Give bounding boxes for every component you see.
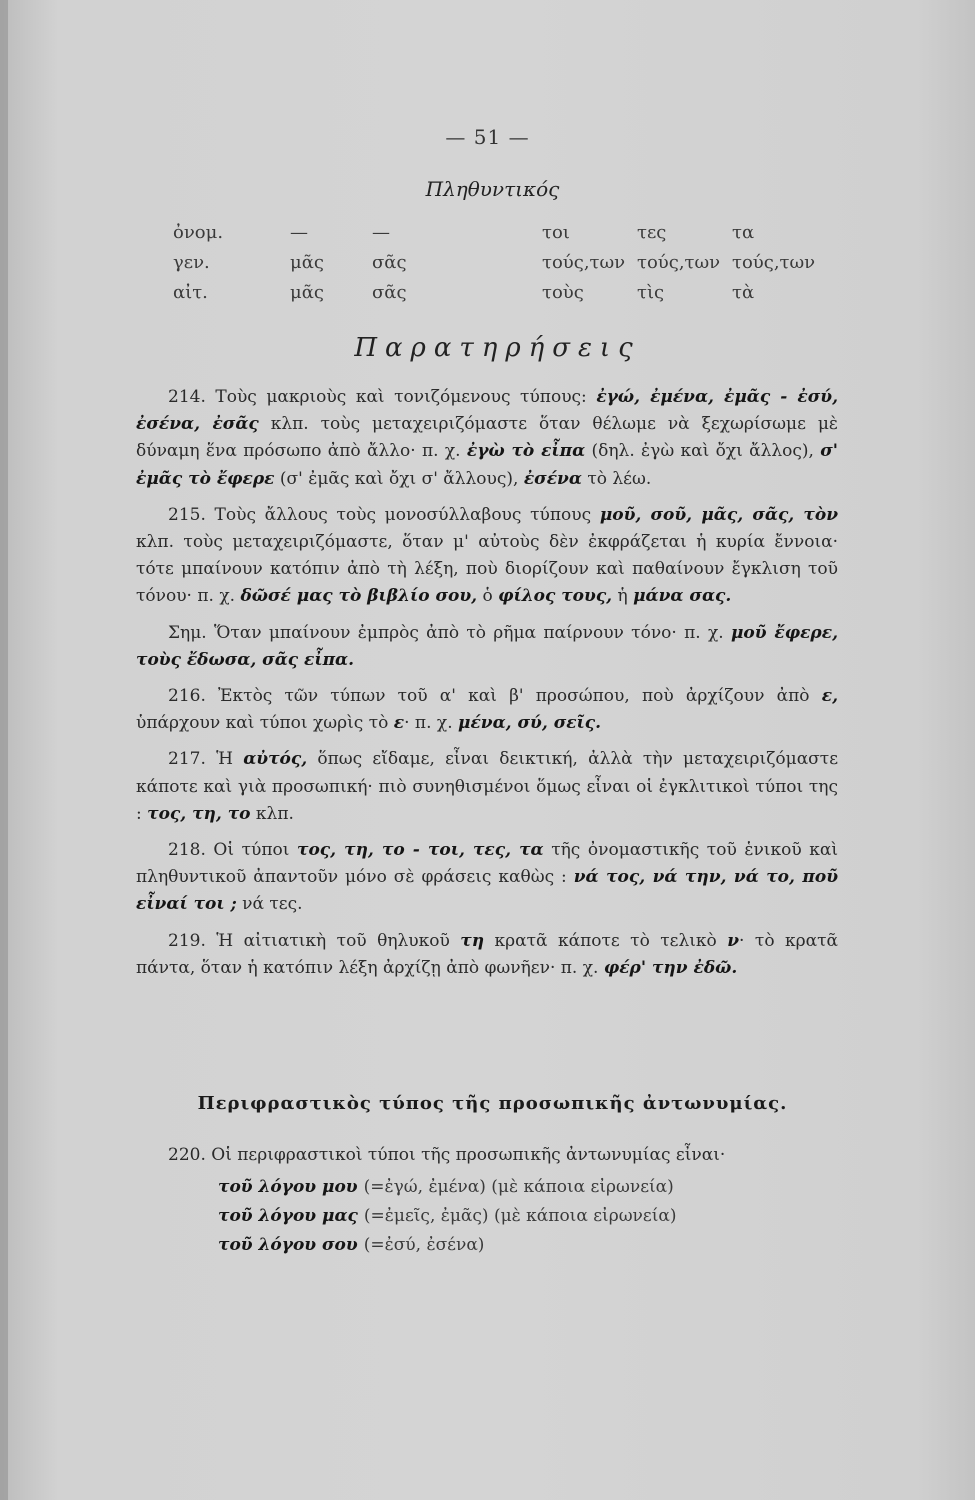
text-run: 215. Τοὺς ἄλλους τοὺς μονοσύλλαβους τύπους bbox=[168, 504, 600, 525]
table-cell: τοι bbox=[542, 222, 570, 243]
example-text: μοῦ ἔφερε, τοὺς ἔδωσα, σᾶς εἶπα. bbox=[136, 622, 838, 670]
example-text: ἐγὼ τὸ εἶπα bbox=[466, 441, 586, 462]
paragraph-215 bbox=[136, 502, 838, 611]
phrase: τοῦ λόγου μου bbox=[218, 1177, 358, 1198]
text-run: τὸ λέω. bbox=[581, 468, 652, 489]
example-text: δῶσέ μας τὸ βιβλίο σου, bbox=[240, 586, 478, 607]
paragraph-note bbox=[136, 620, 838, 674]
list-item bbox=[218, 1231, 838, 1260]
example-text: τη bbox=[460, 930, 485, 951]
table-cell: μᾶς bbox=[290, 252, 324, 273]
text-run: ὑπάρχουν καὶ τύποι χωρὶς τὸ bbox=[136, 713, 394, 734]
paragraph-218 bbox=[136, 837, 838, 919]
gloss: (=ἐγώ, ἐμένα) (μὲ κάποια εἰρωνεία) bbox=[363, 1177, 674, 1198]
table-cell: τὶς bbox=[637, 282, 665, 303]
text-run: ἡ bbox=[612, 586, 634, 607]
text-run: τῆς ὀνομαστικῆς τοῦ ἑνικοῦ καὶ πληθυντικοῦ ἀπαντοῦν μόνο σὲ φράσεις καθὼς : bbox=[136, 840, 839, 888]
example-text: ἐγώ, ἐμένα, ἐμᾶς - ἐσύ, ἐσένα, ἐσᾶς bbox=[136, 387, 839, 435]
example-text: ε, bbox=[821, 686, 838, 707]
paradigm-title: Πληθυντικός bbox=[425, 177, 560, 201]
observations-body bbox=[136, 384, 838, 991]
table-cell: — bbox=[290, 222, 308, 243]
case-label: αἰτ. bbox=[173, 282, 208, 303]
example-text: νά τος, νά την, νά το, ποῦ εἶναί τοι ; bbox=[136, 867, 838, 915]
paragraph-220: 220. Οἱ περιφραστικοὶ τύποι τῆς προσωπικῆς ἀντωνυμίας εἶναι· bbox=[168, 1145, 726, 1165]
subsection-title: Περιφραστικὸς τύπος τῆς προσωπικῆς ἀντωνυμίας. bbox=[197, 1093, 788, 1114]
declension-table bbox=[0, 222, 975, 312]
gloss: (=ἐσύ, ἐσένα) bbox=[363, 1235, 485, 1256]
table-cell: τὰ bbox=[732, 282, 755, 303]
gloss: (=ἐμεῖς, ἐμᾶς) (μὲ κάποια εἰρωνεία) bbox=[363, 1206, 677, 1227]
example-text: φέρ' την ἐδῶ. bbox=[603, 957, 738, 978]
example-text: τος, τη, το bbox=[147, 803, 251, 824]
table-cell: — bbox=[372, 222, 390, 243]
table-cell: τοὺς bbox=[542, 282, 584, 303]
table-row bbox=[0, 252, 975, 282]
example-text: φίλος τους, bbox=[498, 586, 613, 607]
text-run: 214. Τοὺς μακριοὺς καὶ τονιζόμενους τύπους: bbox=[168, 387, 597, 407]
text-run: 216. Ἐκτὸς τῶν τύπων τοῦ α' καὶ β' προσώπου, ποὺ ἀρχίζουν ἀπὸ bbox=[168, 686, 822, 707]
table-cell: μᾶς bbox=[290, 282, 324, 303]
example-text: μοῦ, σοῦ, μᾶς, σᾶς, τὸν bbox=[599, 504, 838, 525]
paragraph-217 bbox=[136, 746, 838, 828]
table-cell: τούς,των bbox=[732, 252, 816, 273]
text-run: νά τες. bbox=[236, 894, 303, 915]
example-text: ἐσένα bbox=[523, 468, 582, 489]
paragraph-216 bbox=[136, 683, 838, 737]
example-text: σ' ἐμᾶς τὸ ἔφερε bbox=[136, 441, 838, 489]
text-run: 217. Ἡ bbox=[168, 749, 244, 770]
case-label: ὀνομ. bbox=[173, 222, 224, 243]
paragraph-219 bbox=[136, 928, 838, 982]
text-run: · τὸ κρατᾶ πάντα, ὅταν ἡ κατόπιν λέξη ἀρχίζῃ ἀπὸ φωνῆεν· π. χ. bbox=[136, 930, 838, 978]
text-run: 218. Οἱ τύποι bbox=[168, 840, 297, 861]
text-run: Σημ. Ὅταν μπαίνουν ἐμπρὸς ἀπὸ τὸ ρῆμα παίρνουν τόνο· π. χ. bbox=[168, 622, 731, 643]
text-run: κρατᾶ κάποτε τὸ τελικὸ bbox=[484, 930, 728, 951]
paragraph-220-block bbox=[136, 1142, 838, 1260]
list-item bbox=[218, 1173, 838, 1202]
table-row bbox=[0, 282, 975, 312]
table-cell: τες bbox=[637, 222, 667, 243]
phrase-list bbox=[136, 1173, 838, 1260]
phrase: τοῦ λόγου σου bbox=[218, 1235, 358, 1256]
example-text: μένα, σύ, σεῖς. bbox=[458, 713, 602, 734]
list-item bbox=[218, 1202, 838, 1231]
text-run: (σ' ἐμᾶς καὶ ὄχι σ' ἄλλους), bbox=[274, 468, 524, 489]
text-run: ὁ bbox=[477, 586, 499, 607]
example-text: τος, τη, το - τοι, τες, τα bbox=[297, 840, 544, 861]
table-cell: σᾶς bbox=[372, 252, 407, 273]
text-run: κλπ. bbox=[250, 803, 294, 824]
text-run: 219. Ἡ αἰτιατικὴ τοῦ θηλυκοῦ bbox=[168, 930, 461, 951]
table-row bbox=[0, 222, 975, 252]
table-cell: τούς,των bbox=[542, 252, 626, 273]
table-cell: τούς,των bbox=[637, 252, 721, 273]
page-number: — 51 — bbox=[445, 125, 530, 149]
phrase: τοῦ λόγου μας bbox=[218, 1206, 358, 1227]
example-text: μάνα σας. bbox=[633, 586, 732, 607]
example-text: αὐτός, bbox=[243, 749, 308, 770]
text-run: (δηλ. ἐγὼ καὶ ὄχι ἄλλος), bbox=[585, 441, 821, 462]
table-cell: σᾶς bbox=[372, 282, 407, 303]
section-heading: Παρατηρήσεις bbox=[354, 333, 641, 363]
text-run: ὅπως εἴδαμε, εἶναι δεικτική, ἀλλὰ τὴν μεταχειριζόμαστε κάποτε καὶ γιὰ προσωπική· πιὸ συνηθισμένοι ὅμως εἶναι οἱ ἐγκλιτικοὶ τύποι της : bbox=[136, 749, 838, 824]
paragraph-214 bbox=[136, 384, 838, 493]
table-cell: τα bbox=[732, 222, 755, 243]
case-label: γεν. bbox=[173, 252, 210, 273]
text-run: κλπ. τοὺς μεταχειριζόμαστε ὅταν θέλωμε νὰ ξεχωρίσωμε μὲ δύναμη ἕνα πρόσωπο ἀπὸ ἄλλο· π. χ. bbox=[136, 414, 838, 462]
example-text: ε bbox=[393, 713, 405, 734]
text-run: · π. χ. bbox=[404, 713, 459, 734]
example-text: ν bbox=[727, 930, 740, 951]
text-run: κλπ. τοὺς μεταχειριζόμαστε, ὅταν μ' αὐτοὺς δὲν ἐκφράζεται ἡ κυρία ἔννοια· τότε μπαίνουν κατόπιν ἀπὸ τὴ λέξη, ποὺ διορίζουν καὶ παθαίνουν ἔγκλιση τοῦ τόνου· π. χ. bbox=[136, 532, 838, 607]
